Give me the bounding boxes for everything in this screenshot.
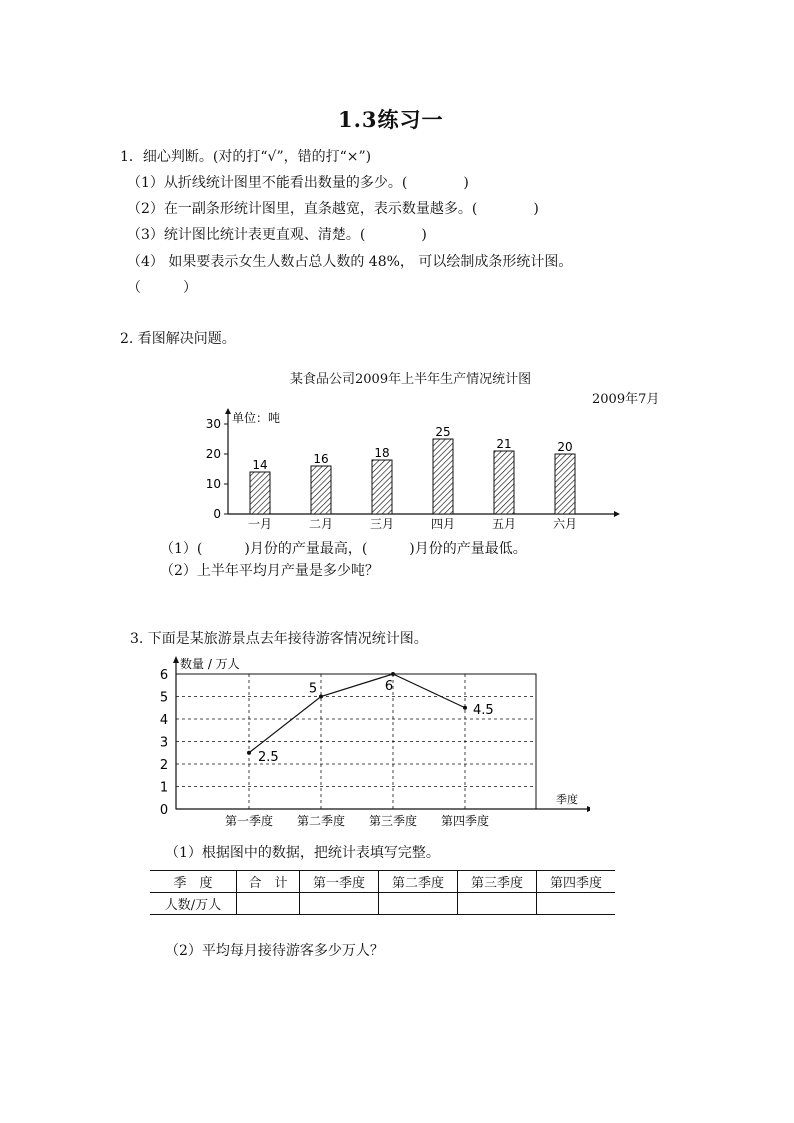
bar-data-label: 21: [496, 437, 512, 451]
bar-data-label: 25: [435, 425, 451, 439]
table-row-label: 人数/万人: [150, 893, 237, 915]
q1-heading: 1．细心判断。(对的打“√”，错的打“×”): [120, 149, 372, 165]
table-blank-cell[interactable]: [537, 893, 616, 915]
x-tick-label: 五月: [491, 517, 517, 531]
x-tick-label: 四月: [430, 517, 456, 531]
q2-question-1: （1）( )月份的产量最高，( )月份的产量最低。: [160, 541, 527, 557]
y-tick-label: 1: [159, 780, 169, 796]
bar: [372, 460, 392, 514]
bar: [494, 451, 514, 514]
bar: [250, 472, 270, 514]
y-axis-arrow: [173, 656, 179, 663]
y-tick-label: 30: [205, 417, 221, 431]
q1-item-2: （2）在一副条形统计图里，直条越宽，表示数量越多。( ): [127, 201, 539, 217]
q2-heading: 2. 看图解决问题。: [120, 331, 236, 347]
bar-chart-title: 某食品公司2009年上半年生产情况统计图: [290, 372, 532, 387]
x-tick-label: 第二季度: [296, 814, 346, 828]
x-tick-label: 第四季度: [440, 814, 490, 828]
table-blank-cell[interactable]: [379, 893, 458, 915]
table-header-cell: 第二季度: [379, 871, 458, 893]
point-data-label: 4.5: [473, 702, 494, 718]
bar-data-label: 18: [374, 446, 390, 460]
y-tick-label: 5: [159, 690, 169, 706]
point-data-label: 6: [384, 679, 394, 694]
table-header-row: [150, 871, 615, 893]
y-tick-label: 10: [205, 477, 221, 491]
q1-item-4-answer: （ ）: [127, 280, 197, 296]
table-row: [150, 893, 615, 915]
data-point: [463, 706, 467, 710]
bar-chart: [190, 400, 630, 540]
x-tick-label: 第一季度: [224, 814, 274, 828]
bar: [311, 466, 331, 514]
series-line: [249, 674, 465, 753]
q1-item-4: （4） 如果要表示女生人数占总人数的 48%， 可以绘制成条形统计图。: [127, 254, 573, 270]
x-tick-label: 三月: [369, 517, 395, 531]
bar: [433, 439, 453, 514]
bar-data-label: 20: [557, 440, 573, 454]
table-blank-cell[interactable]: [300, 893, 379, 915]
q3-question-2: （2）平均每月接待游客多少万人？: [165, 943, 384, 959]
table-header-cell: 第四季度: [537, 871, 616, 893]
x-tick-label: 二月: [308, 517, 334, 531]
x-axis-label: 季度: [556, 793, 578, 806]
q2-question-2: （2）上半年平均月产量是多少吨？: [160, 563, 379, 579]
y-tick-label: 4: [159, 713, 169, 728]
page-title: 1.3练习一: [338, 107, 444, 132]
data-point: [319, 695, 323, 699]
line-chart: [150, 652, 590, 832]
data-point: [247, 751, 251, 755]
point-data-label: 2.5: [258, 749, 279, 765]
bar-data-label: 16: [313, 452, 329, 466]
unit-label: 单位：吨: [232, 411, 281, 425]
y-tick-label: 20: [205, 447, 221, 461]
bar-chart-date: 2009年7月: [592, 392, 660, 407]
y-tick-label: 2: [159, 758, 169, 773]
y-tick-label: 0: [213, 507, 221, 521]
q3-question-1: （1）根据图中的数据，把统计表填写完整。: [165, 845, 440, 861]
y-axis-arrow: [225, 408, 231, 414]
x-tick-label: 六月: [552, 517, 578, 531]
q1-item-1: （1）从折线统计图里不能看出数量的多少。( ): [127, 175, 469, 191]
x-axis-arrow: [587, 806, 590, 812]
y-tick-label: 3: [159, 735, 169, 751]
data-point: [391, 672, 395, 676]
x-tick-label: 第三季度: [368, 814, 418, 828]
y-tick-label: 0: [159, 803, 169, 818]
y-tick-label: 6: [159, 668, 169, 683]
bar-data-label: 14: [252, 458, 268, 472]
point-data-label: 5: [308, 681, 318, 697]
table-blank-cell[interactable]: [237, 893, 300, 915]
table-header-cell: 第一季度: [300, 871, 379, 893]
q1-item-3: （3）统计图比统计表更直观、清楚。( ): [127, 227, 427, 243]
q3-heading: 3. 下面是某旅游景点去年接待游客情况统计图。: [130, 631, 428, 647]
table-blank-cell[interactable]: [458, 893, 537, 915]
x-tick-label: 一月: [247, 517, 273, 531]
visitor-table: [150, 870, 615, 915]
table-header-cell: 合 计: [237, 871, 300, 893]
table-header-cell: 第三季度: [458, 871, 537, 893]
bar: [555, 454, 575, 514]
y-axis-label: 数量 / 万人: [180, 657, 240, 671]
x-axis-arrow: [614, 511, 620, 517]
table-header-cell: 季 度: [150, 871, 237, 893]
